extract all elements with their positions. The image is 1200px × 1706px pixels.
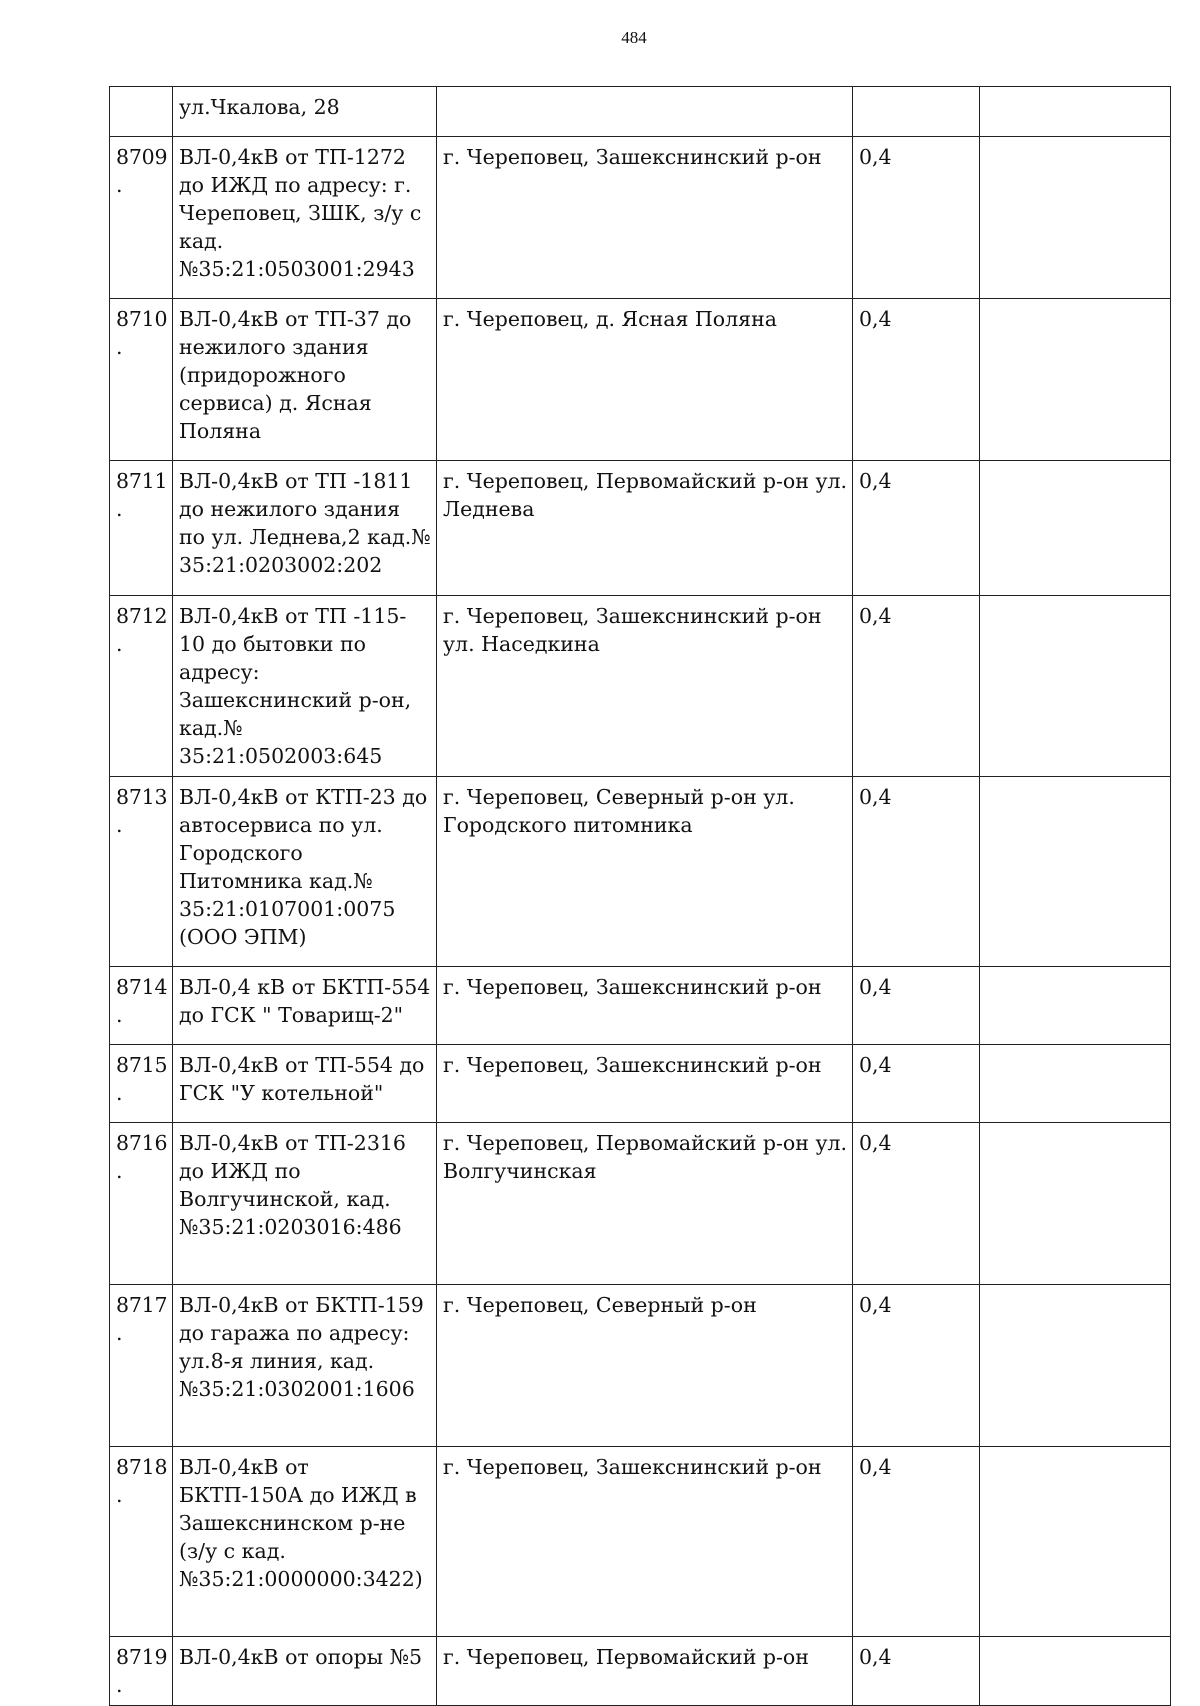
line-voltage: 0,4 — [853, 461, 980, 596]
line-address: г. Череповец, Зашекснинский р-он — [437, 1447, 853, 1637]
table-row — [110, 1447, 1171, 1637]
line-description: ВЛ-0,4кВ от БКТП-150А до ИЖД в Зашекснинском р-не (з/у с кад.№35:21:0000000:3422) — [173, 1447, 437, 1637]
row-number: 8716. — [110, 1123, 173, 1285]
line-address: г. Череповец, Первомайский р-он ул. Волгучинская — [437, 1123, 853, 1285]
line-voltage: 0,4 — [853, 1447, 980, 1637]
line-note — [980, 299, 1171, 461]
line-address — [437, 87, 853, 137]
line-address: г. Череповец, Первомайский р-он ул. Леднева — [437, 461, 853, 596]
line-description: ВЛ-0,4кВ от ТП -115-10 до бытовки по адресу: Зашекснинский р-он, кад.№ 35:21:0502003:645 — [173, 596, 437, 777]
line-note — [980, 1123, 1171, 1285]
table-row — [110, 1637, 1171, 1706]
line-address: г. Череповец, Первомайский р-он — [437, 1637, 853, 1706]
table-row — [110, 461, 1171, 596]
row-number: 8718. — [110, 1447, 173, 1637]
row-number: 8711. — [110, 461, 173, 596]
line-note — [980, 777, 1171, 967]
line-note — [980, 87, 1171, 137]
line-voltage: 0,4 — [853, 137, 980, 299]
line-voltage: 0,4 — [853, 1285, 980, 1447]
line-address: г. Череповец, Зашекснинский р-он — [437, 967, 853, 1045]
line-note — [980, 1045, 1171, 1123]
line-address: г. Череповец, Зашекснинский р-он — [437, 137, 853, 299]
table-row — [110, 1285, 1171, 1447]
row-number: 8715. — [110, 1045, 173, 1123]
table-row — [110, 1123, 1171, 1285]
line-note — [980, 967, 1171, 1045]
row-number: 8719. — [110, 1637, 173, 1706]
table-row — [110, 299, 1171, 461]
line-address: г. Череповец, Зашекснинский р-он ул. Наседкина — [437, 596, 853, 777]
registry-table — [109, 86, 1171, 1706]
table-row — [110, 777, 1171, 967]
row-number: 8709. — [110, 137, 173, 299]
line-description: ВЛ-0,4кВ от ТП-37 до нежилого здания (придорожного сервиса) д. Ясная Поляна — [173, 299, 437, 461]
row-number: 8712. — [110, 596, 173, 777]
table-row — [110, 967, 1171, 1045]
line-note — [980, 1447, 1171, 1637]
line-description: ВЛ-0,4кВ от ТП-1272 до ИЖД по адресу: г. Череповец, ЗШК, з/у с кад.№35:21:0503001:2943 — [173, 137, 437, 299]
line-note — [980, 137, 1171, 299]
table-row — [110, 87, 1171, 137]
line-voltage: 0,4 — [853, 299, 980, 461]
line-address: г. Череповец, Зашекснинский р-он — [437, 1045, 853, 1123]
line-description: ВЛ-0,4кВ от ТП-2316 до ИЖД по Волгучинской, кад.№35:21:0203016:486 — [173, 1123, 437, 1285]
line-description: ВЛ-0,4кВ от опоры №5 — [173, 1637, 437, 1706]
row-number: 8713. — [110, 777, 173, 967]
line-description: ВЛ-0,4кВ от ТП-554 до ГСК "У котельной" — [173, 1045, 437, 1123]
line-voltage: 0,4 — [853, 1045, 980, 1123]
line-voltage — [853, 87, 980, 137]
row-number: 8717. — [110, 1285, 173, 1447]
line-note — [980, 1285, 1171, 1447]
line-voltage: 0,4 — [853, 777, 980, 967]
line-address: г. Череповец, Северный р-он — [437, 1285, 853, 1447]
line-note — [980, 1637, 1171, 1706]
row-number — [110, 87, 173, 137]
line-address: г. Череповец, д. Ясная Поляна — [437, 299, 853, 461]
line-voltage: 0,4 — [853, 1637, 980, 1706]
line-description: ул.Чкалова, 28 — [173, 87, 437, 137]
table-row — [110, 1045, 1171, 1123]
table-row — [110, 137, 1171, 299]
line-note — [980, 596, 1171, 777]
line-voltage: 0,4 — [853, 596, 980, 777]
page-number: 484 — [621, 28, 647, 47]
line-description: ВЛ-0,4кВ от ТП -1811 до нежилого здания по ул. Леднева,2 кад.№ 35:21:0203002:202 — [173, 461, 437, 596]
line-description: ВЛ-0,4 кВ от БКТП-554 до ГСК " Товарищ-2" — [173, 967, 437, 1045]
line-description: ВЛ-0,4кВ от КТП-23 до автосервиса по ул. Городского Питомника кад.№ 35:21:0107001:0075 (ООО ЭПМ) — [173, 777, 437, 967]
row-number: 8710. — [110, 299, 173, 461]
row-number: 8714. — [110, 967, 173, 1045]
line-voltage: 0,4 — [853, 1123, 980, 1285]
line-address: г. Череповец, Северный р-он ул. Городского питомника — [437, 777, 853, 967]
line-note — [980, 461, 1171, 596]
line-description: ВЛ-0,4кВ от БКТП-159 до гаража по адресу: ул.8-я линия, кад.№35:21:0302001:1606 — [173, 1285, 437, 1447]
table-row — [110, 596, 1171, 777]
line-voltage: 0,4 — [853, 967, 980, 1045]
